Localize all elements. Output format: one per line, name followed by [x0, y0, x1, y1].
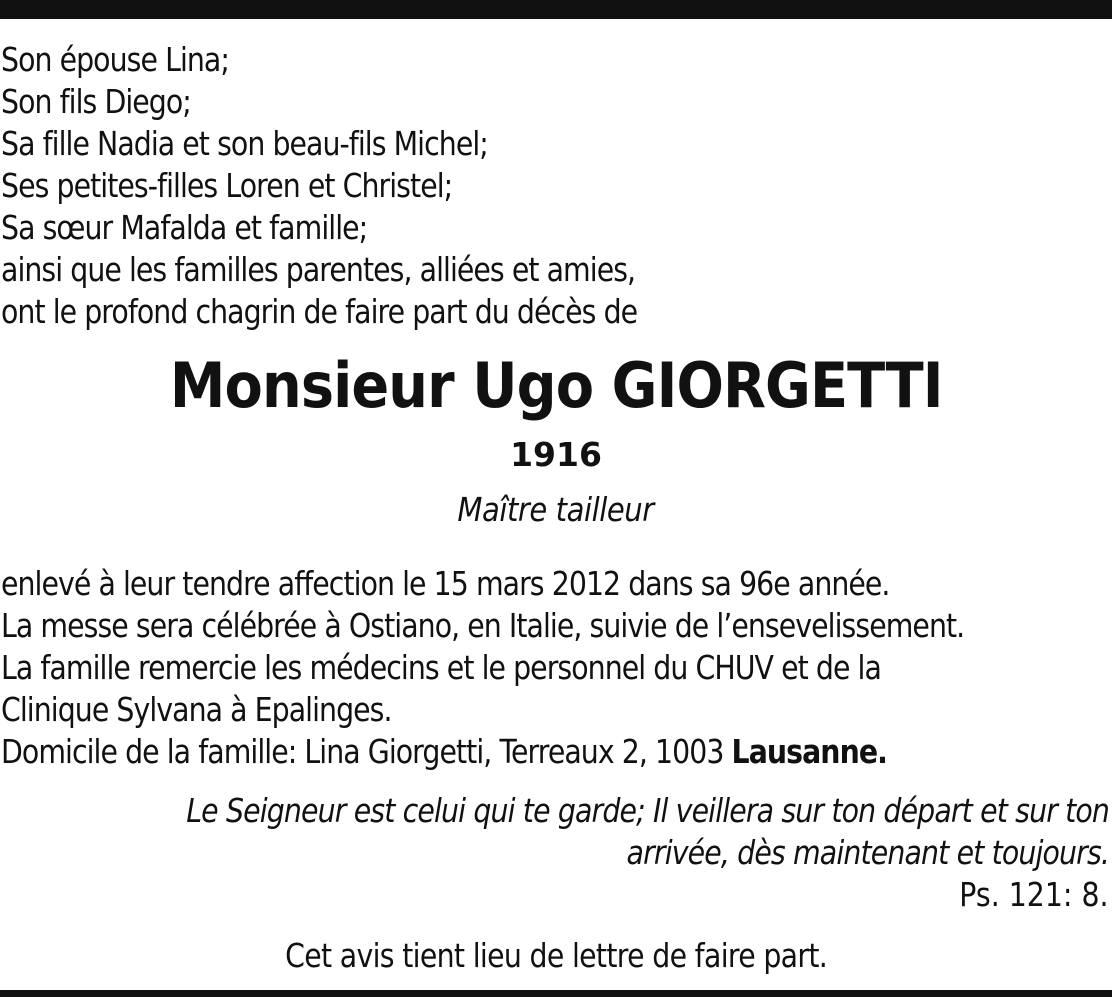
verse-line-2: arrivée, dès maintenant et toujours.	[626, 833, 1109, 872]
closing-note	[0, 934, 1112, 978]
body-line-thanks: La famille remercie les médecins et le personnel du CHUV et de la	[1, 648, 881, 687]
closing-note-text: Cet avis tient lieu de lettre de faire part.	[284, 936, 828, 975]
bottom-border-rule	[0, 990, 1112, 997]
deceased-name	[0, 348, 1112, 424]
verse-reference: Ps. 121: 8.	[959, 875, 1109, 914]
domicile-line	[1, 731, 887, 773]
family-line-granddaughters: Ses petites-filles Loren et Christel;	[1, 166, 453, 205]
family-line-son: Son fils Diego;	[1, 82, 191, 121]
family-line-sister: Sa sœur Mafalda et famille;	[1, 208, 368, 247]
domicile-text: Domicile de la famille: Lina Giorgetti, Terreaux 2, 1003	[1, 732, 732, 771]
announcement-line: ont le profond chagrin de faire part du décès de	[1, 292, 638, 331]
body-line-clinic: Clinique Sylvana à Epalinges.	[1, 690, 392, 729]
family-line-relatives: ainsi que les familles parentes, alliées et amies,	[1, 250, 636, 289]
domicile-city: Lausanne.	[731, 732, 887, 771]
birth-year: 1916	[510, 435, 602, 474]
body-line-mass: La messe sera célébrée à Ostiano, en Italie, suivie de l’ensevelissement.	[1, 606, 965, 645]
verse-line-1: Le Seigneur est celui qui te garde; Il veillera sur ton départ et sur ton	[186, 791, 1109, 830]
profession	[0, 488, 1112, 532]
profession-text: Maître tailleur	[457, 490, 655, 529]
top-border-rule	[0, 0, 1112, 19]
deceased-name-text: Monsieur Ugo GIORGETTI	[169, 349, 943, 422]
body-line-passing: enlevé à leur tendre affection le 15 mars 2012 dans sa 96e année.	[1, 564, 890, 603]
family-line-daughter: Sa fille Nadia et son beau-fils Michel;	[1, 124, 488, 163]
family-line-spouse: Son épouse Lina;	[1, 40, 229, 79]
